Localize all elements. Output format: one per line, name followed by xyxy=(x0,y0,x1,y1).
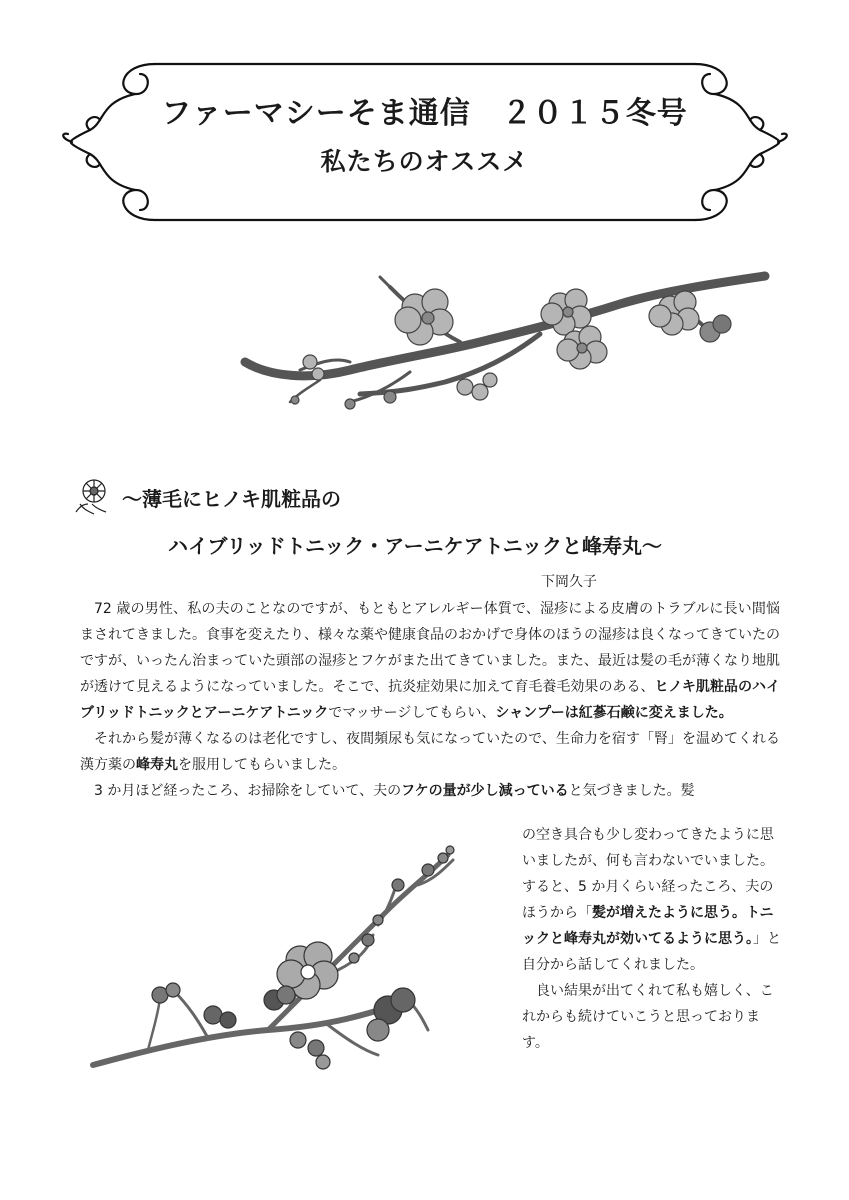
article-body-continued xyxy=(522,822,784,1056)
highlight-text: シャンプーは紅蔘石鹸に変えました。 xyxy=(495,705,733,721)
highlight-text: 髪が増えたように思う。トニックと峰寿丸が効いてるように思う。 xyxy=(522,905,774,947)
paragraph: 3 か月ほど経ったころ、お掃除をしていて、夫のフケの量が少し減っていると気づきました。髪 xyxy=(94,783,695,799)
paragraph: それから髪が薄くなるのは老化ですし、夜間頻尿も気になっていたので、生命力を宿す「腎」を温めてくれる漢方薬の峰寿丸を服用してもらいました。 xyxy=(80,731,780,773)
plum-branch-illustration-bottom xyxy=(88,840,508,1080)
paragraph: の空き具合も少し変わってきたように思いましたが、何も言わないでいました。すると、5 か月くらい経ったころ、夫のほうから「髪が増えたように思う。トニックと峰寿丸が効いてるように思う。」と自分から話してくれました。 xyxy=(522,827,781,973)
highlight-text: 峰寿丸 xyxy=(136,757,178,773)
highlight-text: フケの量が少し減っている xyxy=(401,783,569,799)
newsletter-subtitle: 私たちのオススメ xyxy=(320,147,529,176)
article-author: 下岡久子 xyxy=(541,574,597,590)
article-heading-line2: ハイブリッドトニック・アーニケアトニックと峰寿丸～ xyxy=(168,534,662,558)
newsletter-title: ファーマシーそま通信 ２０１５冬号 xyxy=(161,96,688,131)
paragraph: 良い結果が出てくれて私も嬉しく、これからも続けていこうと思っております。 xyxy=(522,983,774,1051)
plum-branch-illustration xyxy=(240,262,775,422)
paragraph: 72 歳の男性、私の夫のことなのですが、もともとアレルギー体質で、湿疹による皮膚のトラブルに長い間悩まされてきました。食事を変えたり、様々な薬や健康食品のおかげで身体のほうの湿疹は良くなってきていたのですが、いったん治まっていた頭部の湿疹とフケがまた出てきていました。また、最近は髪の毛が薄くなり地肌が透けて見えるようになっていました。そこで、抗炎症効果に加えて育毛養毛効果のある、ヒノキ肌粧品のハイブリッドトニックとアーニケアトニックでマッサージしてもらい、シャンプーは紅蔘石鹸に変えました。 xyxy=(80,601,780,721)
chrysanthemum-icon xyxy=(70,474,114,518)
article-body xyxy=(80,596,780,804)
highlight-text: ヒノキ肌粧品のハイブリッドトニックとアーニケアトニック xyxy=(80,679,780,721)
article-heading-line1: ～薄毛にヒノキ肌粧品の xyxy=(122,487,341,511)
